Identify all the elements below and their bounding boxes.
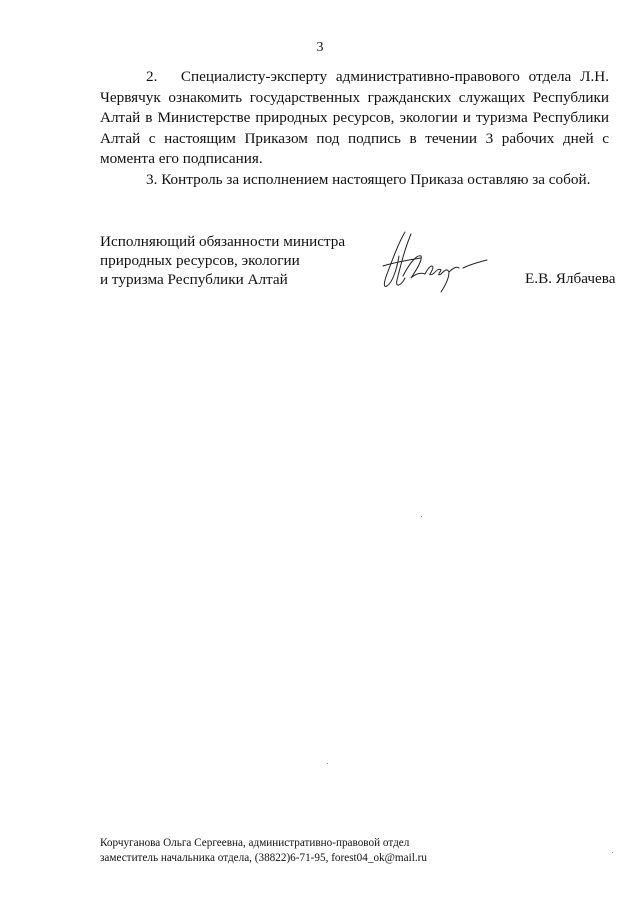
- page-number: 3: [316, 40, 324, 55]
- signer-position: [100, 232, 345, 289]
- position-line: и туризма Республики Алтай: [100, 271, 288, 288]
- paragraph-number: 3.: [146, 170, 158, 188]
- scan-speck: [327, 763, 328, 764]
- position-line: природных ресурсов, экологии: [100, 252, 300, 269]
- document-footer: [100, 836, 427, 866]
- paragraph-2: [100, 67, 609, 170]
- footer-line: Корчуганова Ольга Сергеевна, административно-правовой отдел: [100, 837, 410, 849]
- signer-name: Е.В. Ялбачева: [525, 270, 616, 287]
- position-line: Исполняющий обязанности министра: [100, 233, 346, 250]
- scan-speck: [421, 516, 422, 517]
- document-body: [100, 67, 609, 190]
- paragraph-text: Специалисту-эксперту административно-правового отдела Л.Н. Червячук ознакомить государственных гражданских служащих Республики Алтай в Министерстве природных ресурсов, экологии и туризма Республики Алтай с настоящим Приказом под подпись в течении 3 рабочих дней с момента его подписания.: [100, 68, 610, 167]
- paragraph-text: Контроль за исполнением настоящего Приказа оставляю за собой.: [161, 170, 591, 188]
- signature-icon: [375, 228, 490, 294]
- paragraph-number: 2.: [146, 68, 158, 85]
- scan-speck: [612, 852, 613, 853]
- paragraph-3: [100, 170, 609, 191]
- footer-line: заместитель начальника отдела, (38822)6-71-95, forest04_ok@mail.ru: [100, 852, 427, 864]
